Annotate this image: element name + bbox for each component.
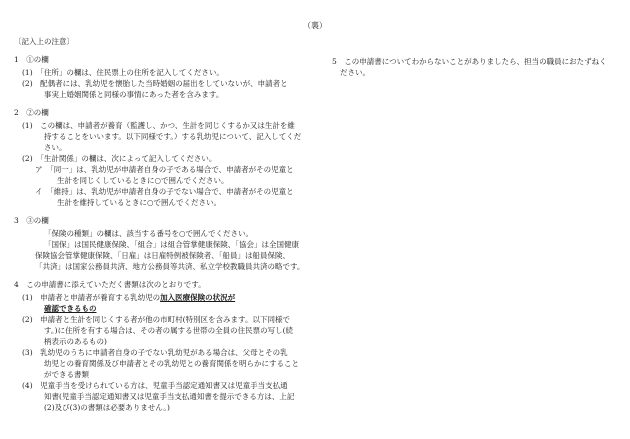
note-line: 「共済」は国家公務員共済、地方公務員等共済、私立学校教職員共済の略です。 [35,262,305,271]
note-line: 生計を維持しているときに○で囲んでください。 [57,198,222,207]
note-line: (2) 申請者と生計を同じくする者が他の市町村(特別区を含みます。以下同様で [22,315,290,324]
section-title: 3 ③の欄 [14,216,49,225]
note-line: 「保険の種類」の欄は、該当する番号を○で囲んでください。 [44,229,254,238]
emphasized-text: 確認できるもの [44,304,97,313]
note-line: さい。 [44,143,67,152]
section-title: 4 この申請書に添えていただく書類は次のとおりです。 [14,280,206,289]
note-line: (3) 乳幼児のうちに申請者自身の子でない乳幼児がある場合は、父母とその乳 [22,348,288,357]
notes-left-column [14,36,320,413]
section-title: 2 ②の欄 [14,108,49,117]
note-line: ができる書類 [44,370,89,379]
note-line [14,292,320,303]
note-line: (4) 児童手当を受けられている方は、児童手当認定通知書又は児童手当支払通 [22,381,288,390]
note-line: (1) この欄は、申請者が養育（監護し、かつ、生計を同じくするか又は生計を維 [22,121,295,130]
note-line: 柄表示のあるもの) [44,337,107,346]
note-line: 「国保」は国民健康保険、「組合」は組合管掌健康保険、「協会」は全国健康 [44,240,299,249]
emphasized-text: 加入医療保険の状況が [160,293,236,302]
note-line: イ 「維持」は、乳幼児が申請者自身の子でない場合で、申請者がその児童と [35,187,294,196]
note-line: 保険協会管掌健康保険、「日雇」は日雇特例被保険者、「船員」は船員保険、 [35,251,290,260]
note-line: (1) 「住所」の欄は、住民票上の住所を記入してください。 [22,68,224,77]
page-header: （裏） [303,21,327,30]
section-title: 1 ①の欄 [14,55,49,64]
note-line: 幼児との養育関係及び申請者とその乳幼児との養育関係を明らかにすること [44,359,299,368]
note-line: す。)に住所を有する場合は、その者の属する世帯の全員の住民票の写し(続 [44,326,294,335]
note-line: (2)及び(3)の書類は必要ありません。) [44,403,170,412]
notes-title: 〔記入上の注意〕 [14,37,74,46]
note-line: (2) 「生計関係」の欄は、次によって記入してください。 [22,154,217,163]
note-line: 5 この申請書についてわからないことがありましたら、担当の職員におたずねく [332,57,607,66]
note-line: (2) 配偶者には、乳幼児を懐胎した当時婚姻の届出をしていないが、申請者と [22,79,288,88]
note-line: 生計を同じくしているときに○で囲んでください。 [57,176,229,185]
note-line: ア 「同一」は、乳幼児が申請者自身の子である場合で、申請者がその児童と [35,165,294,174]
note-line [14,303,320,314]
note-line: 事実上婚姻関係と同様の事情にあった者を含みます。 [44,90,224,99]
note-line: 持することをいいます。以下同様です。）する乳幼児について、記入してくだ [44,132,302,141]
note-line: ださい。 [340,68,370,77]
note-line: 知書(児童手当認定通知書又は児童手当支払通知書を提示できる方は、上記 [44,392,295,401]
notes-right-column [332,56,616,78]
line-text: (1) 申請者と申請者が養育する乳幼児の [22,293,161,302]
